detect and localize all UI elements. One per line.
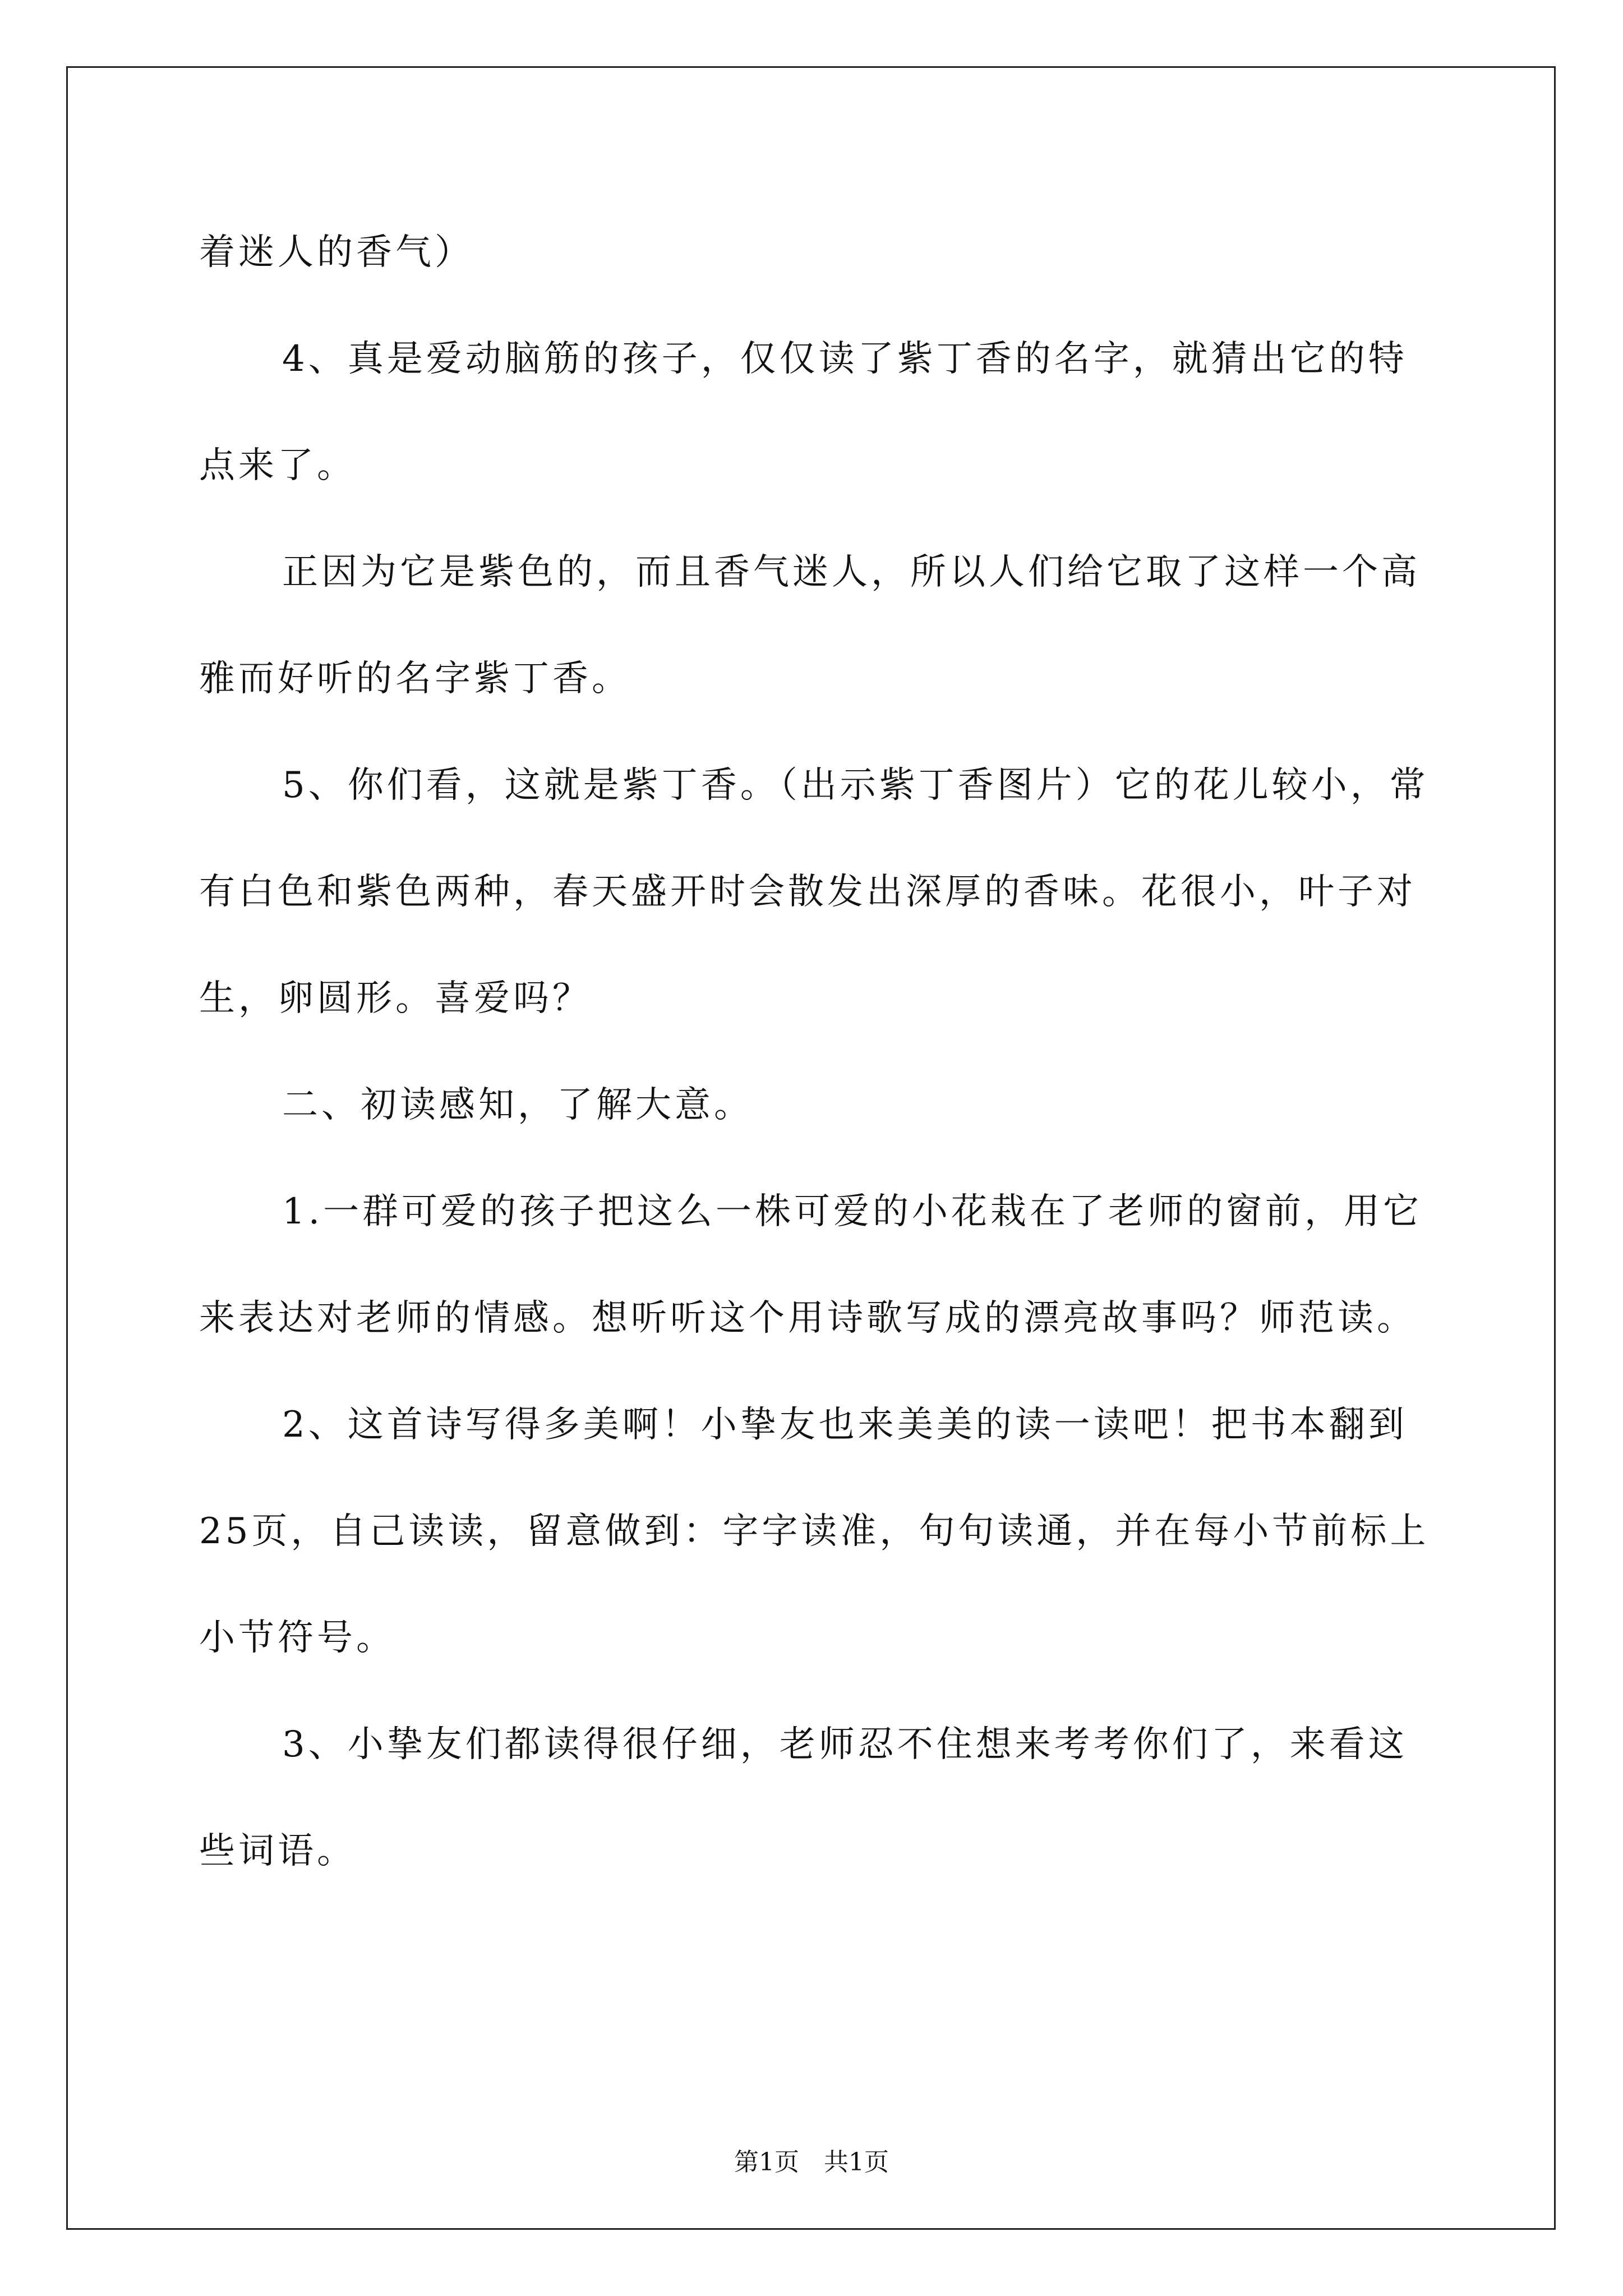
paragraph-2: 4、真是爱动脑筋的孩子，仅仅读了紫丁香的名字，就猜出它的特点来了。: [199, 338, 1408, 486]
paragraph-8: 3、小挚友们都读得很仔细，老师忍不住想来考考你们了，来看这些词语。: [199, 1724, 1408, 1872]
document-body: [199, 199, 1433, 1904]
paragraph-1: 着迷人的香气）: [199, 232, 474, 273]
page-footer: 第1页 共1页: [734, 2148, 889, 2177]
paragraph-5: 二、初读感知，了解大意。: [282, 1084, 753, 1126]
paragraph-7: 2、这首诗写得多美啊！小挚友也来美美的读一读吧！把书本翻到25页，自己读读，留意做到：字字读准，句句读通，并在每小节前标上小节符号。: [199, 1404, 1430, 1659]
paragraph-6: 1.一群可爱的孩子把这么一株可爱的小花栽在了老师的窗前，用它来表达对老师的情感。想听听这个用诗歌写成的漂亮故事吗？师范读。: [199, 1191, 1423, 1339]
paragraph-3: 正因为它是紫色的，而且香气迷人，所以人们给它取了这样一个高雅而好听的名字紫丁香。: [199, 551, 1421, 700]
paragraph-4: 5、你们看，这就是紫丁香。（出示紫丁香图片）它的花儿较小，常有白色和紫色两种，春天盛开时会散发出深厚的香味。花很小，叶子对生，卵圆形。喜爱吗？: [199, 765, 1429, 1019]
